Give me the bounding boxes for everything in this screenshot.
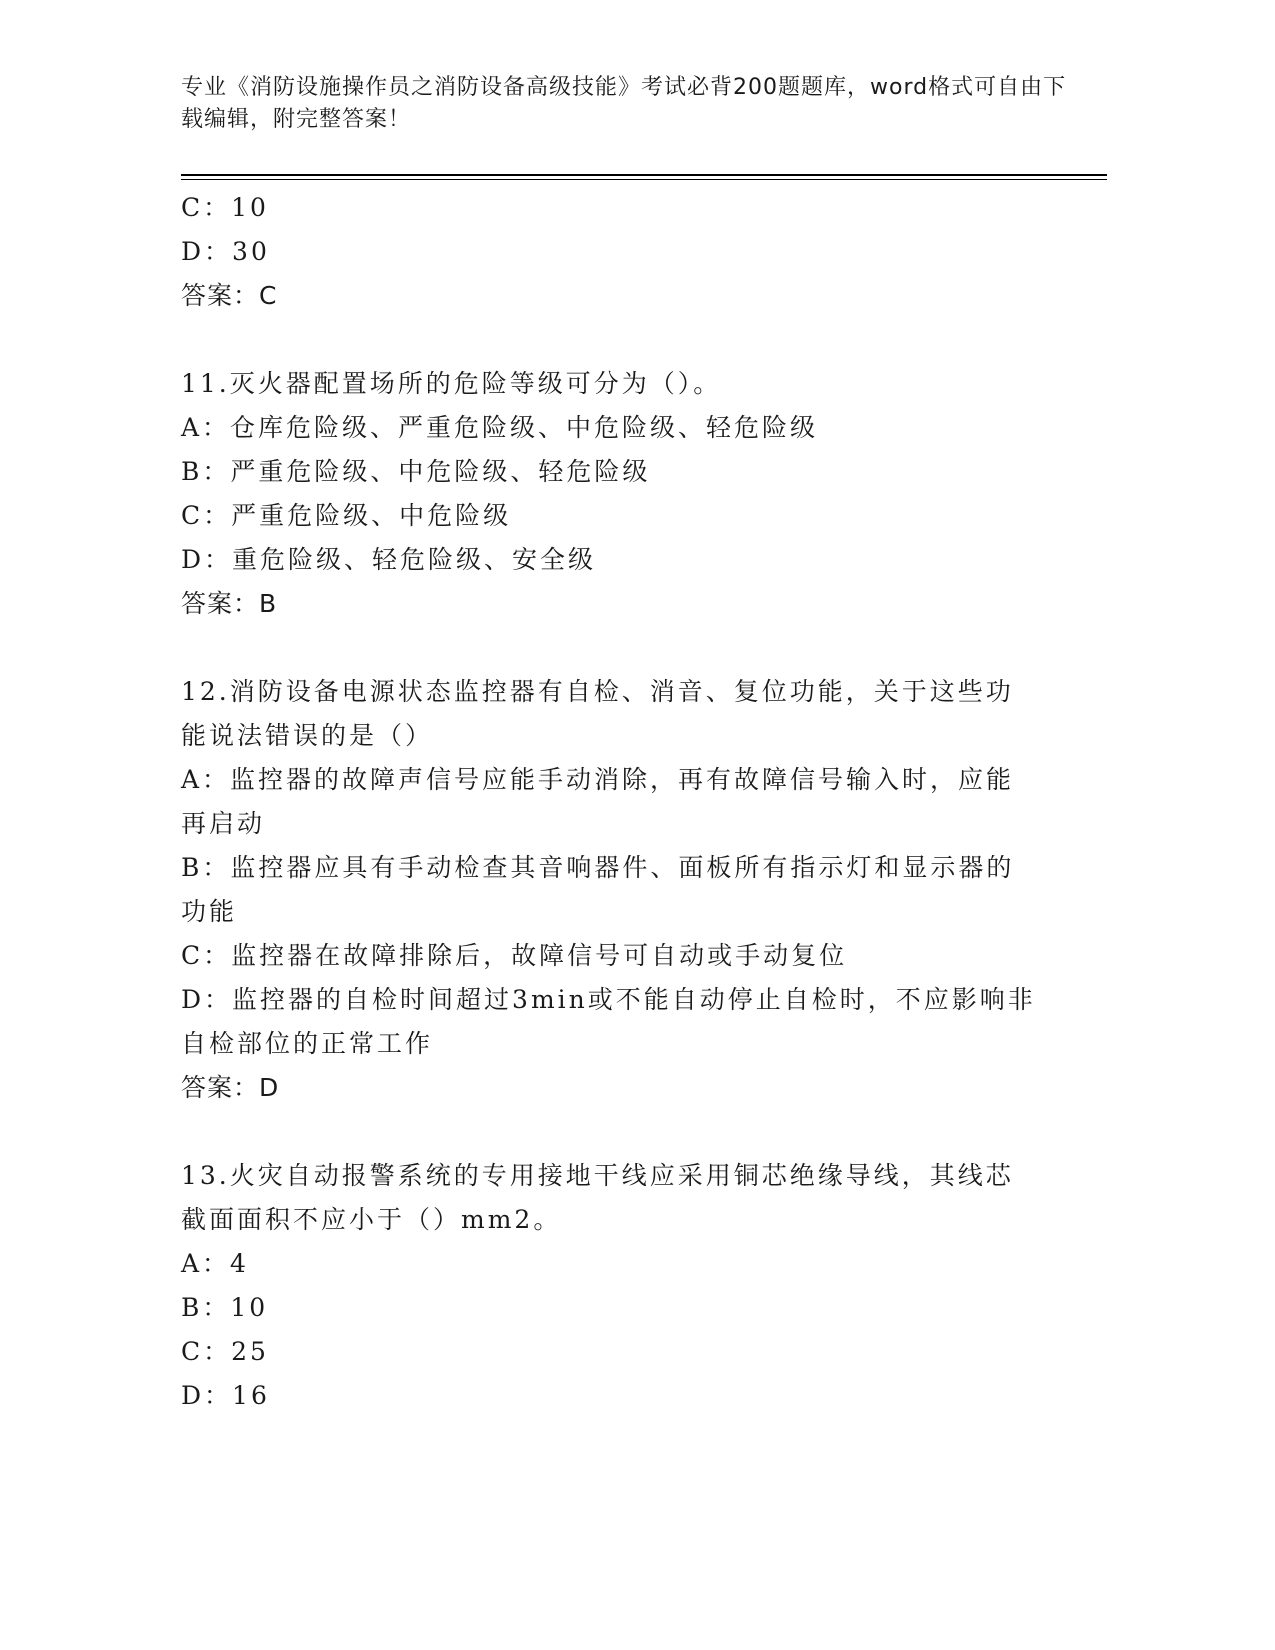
option-c: C：10	[181, 193, 269, 222]
option-b: B：严重危险级、中危险级、轻危险级	[181, 457, 651, 486]
option-b: B：10	[181, 1293, 269, 1322]
answer-line: 答案：B	[181, 589, 278, 618]
header-text: 专业《消防设施操作员之消防设备高级技能》考试必背200题题库，word格式可自由下载编辑，附完整答案！	[181, 75, 1067, 132]
question-13	[181, 1154, 1041, 1418]
question-stem: 11.灭火器配置场所的危险等级可分为（）。	[181, 369, 722, 398]
spacer	[181, 1110, 1041, 1154]
option-d: D：监控器的自检时间超过3min或不能自动停止自检时，不应影响非自检部位的正常工作	[181, 985, 1036, 1058]
header-divider-thick	[181, 174, 1107, 176]
option-d: D：30	[181, 237, 270, 266]
question-content	[181, 186, 1041, 1418]
option-b: B：监控器应具有手动检查其音响器件、面板所有指示灯和显示器的功能	[181, 853, 1015, 926]
option-c: C：25	[181, 1337, 269, 1366]
carryover-question	[181, 186, 1041, 318]
option-d: D：16	[181, 1381, 270, 1410]
answer-line: 答案：D	[181, 1073, 280, 1102]
question-11	[181, 362, 1041, 626]
option-c: C：监控器在故障排除后，故障信号可自动或手动复位	[181, 941, 848, 970]
option-c: C：严重危险级、中危险级	[181, 501, 512, 530]
question-stem: 13.火灾自动报警系统的专用接地干线应采用铜芯绝缘导线，其线芯截面面积不应小于（）mm2。	[181, 1161, 1014, 1234]
page-header	[181, 72, 1081, 136]
option-a: A：4	[181, 1249, 249, 1278]
question-12	[181, 670, 1041, 1110]
option-a: A：仓库危险级、严重危险级、中危险级、轻危险级	[181, 413, 819, 442]
spacer	[181, 318, 1041, 362]
header-divider-thin	[181, 179, 1107, 180]
answer-line: 答案：C	[181, 281, 278, 310]
question-stem: 12.消防设备电源状态监控器有自检、消音、复位功能，关于这些功能说法错误的是（）	[181, 677, 1014, 750]
option-d: D：重危险级、轻危险级、安全级	[181, 545, 597, 574]
option-a: A：监控器的故障声信号应能手动消除，再有故障信号输入时，应能再启动	[181, 765, 1015, 838]
spacer	[181, 626, 1041, 670]
